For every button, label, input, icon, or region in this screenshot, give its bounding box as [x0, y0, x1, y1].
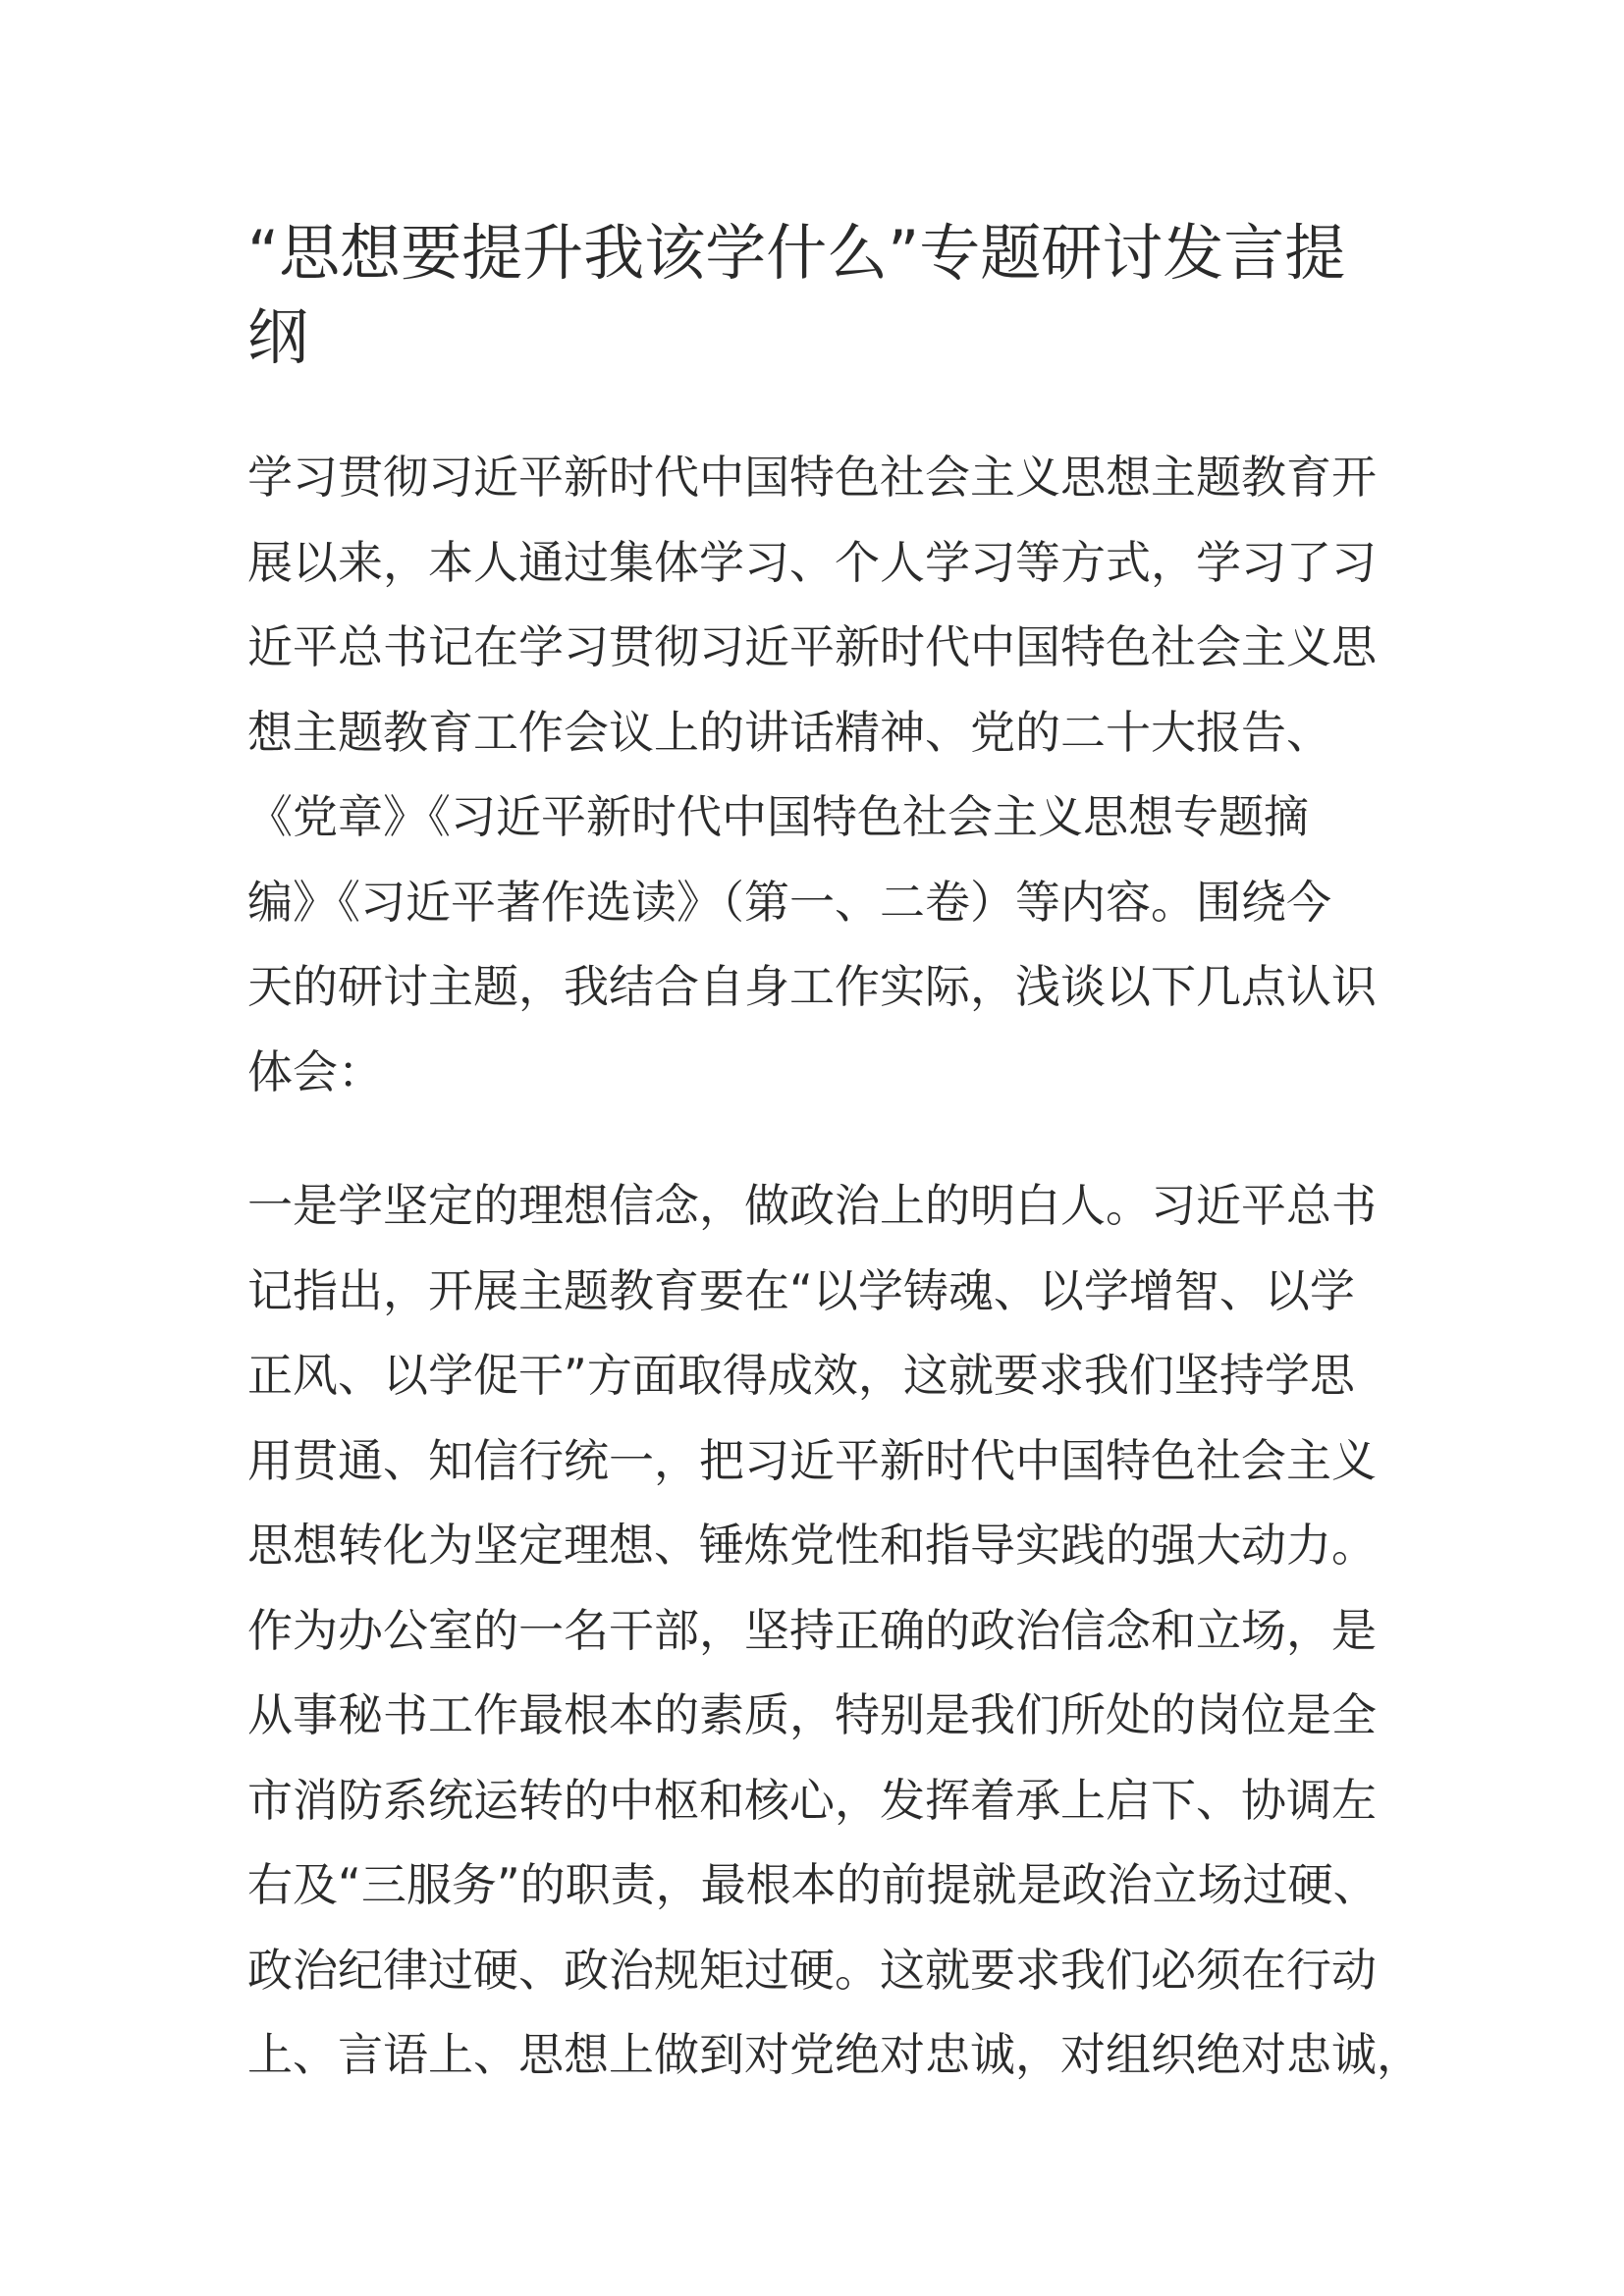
text-line: 政治纪律过硬、政治规矩过硬。这就要求我们必须在行动: [247, 1943, 1377, 1997]
text-line: 用贯通、知信行统一，把习近平新时代中国特色社会主义: [247, 1433, 1377, 1487]
point-one-paragraph: [247, 1163, 1422, 2098]
text-line: 想主题教育工作会议上的讲话精神、党的二十大报告、: [247, 705, 1331, 759]
intro-paragraph: [247, 435, 1377, 1114]
text-line: 市消防系统运转的中枢和核心，发挥着承上启下、协调左: [247, 1773, 1377, 1827]
title-line: “思想要提升我该学什么”专题研讨发言提: [247, 217, 1346, 289]
document-title: [247, 211, 1396, 380]
title-line: 纲: [247, 301, 309, 373]
text-line: 一是学坚定的理想信念，做政治上的明白人。习近平总书: [247, 1179, 1377, 1232]
text-line: 天的研讨主题，我结合自身工作实际，浅谈以下几点认识: [247, 960, 1377, 1013]
text-line: 体会：: [247, 1044, 383, 1098]
text-line: 上、言语上、思想上做到对党绝对忠诚，对组织绝对忠诚，: [247, 2028, 1422, 2081]
text-line: 思想转化为坚定理想、锤炼党性和指导实践的强大动力。: [247, 1519, 1377, 1572]
text-line: 学习贯彻习近平新时代中国特色社会主义思想主题教育开: [247, 451, 1377, 504]
text-line: 右及“三服务”的职责，最根本的前提就是政治立场过硬、: [247, 1858, 1379, 1911]
text-line: 记指出，开展主题教育要在“以学铸魂、以学增智、以学: [247, 1263, 1355, 1317]
text-line: 《党章》《习近平新时代中国特色社会主义思想专题摘: [247, 790, 1309, 843]
text-line: 作为办公室的一名干部，坚持正确的政治信念和立场，是: [247, 1603, 1377, 1657]
text-line: 编》《习近平著作选读》（第一、二卷）等内容。围绕今: [247, 875, 1331, 929]
text-line: 从事秘书工作最根本的素质，特别是我们所处的岗位是全: [247, 1688, 1377, 1741]
text-line: 正风、以学促干”方面取得成效，这就要求我们坚持学思: [247, 1349, 1355, 1402]
text-line: 近平总书记在学习贯彻习近平新时代中国特色社会主义思: [247, 620, 1377, 673]
text-line: 展以来，本人通过集体学习、个人学习等方式，学习了习: [247, 535, 1377, 589]
